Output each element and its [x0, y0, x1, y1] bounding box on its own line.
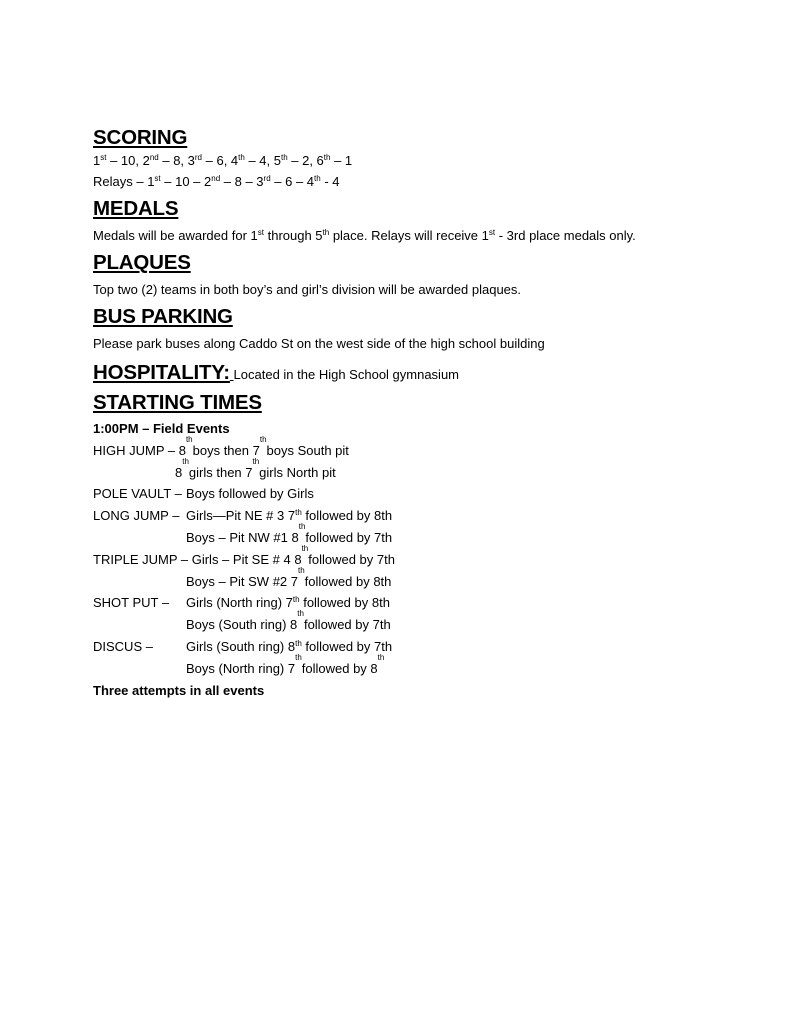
shot-put-row-1: [93, 592, 753, 614]
text-run: – 6 – 4: [270, 174, 315, 189]
text-run: – 1: [330, 153, 353, 168]
long-jump-row-1: [93, 505, 753, 527]
pole-vault-row: [93, 483, 753, 505]
text-run: Boys – Pit NW #1 8: [186, 529, 299, 545]
discus-label: DISCUS –: [93, 638, 153, 654]
ordinal-suffix: th: [323, 153, 331, 162]
long-jump-label: LONG JUMP –: [93, 508, 180, 524]
long-jump-boys: [93, 521, 753, 549]
starting-times-heading: STARTING TIMES: [93, 391, 262, 414]
text-run: Girls—Pit NE # 3 7: [186, 508, 296, 524]
discus-row-1: [93, 636, 753, 658]
ordinal-suffix: st: [100, 153, 107, 162]
shot-put-boys: [93, 609, 753, 636]
ordinal-suffix: st: [257, 228, 264, 237]
text-run: – 4, 5: [244, 153, 281, 168]
text-run: Medals will be awarded for 1: [93, 228, 258, 243]
text-run: followed by 8th: [304, 573, 392, 589]
text-run: Boys (North ring) 7: [186, 660, 296, 676]
text-run: followed by 7th: [301, 638, 393, 654]
text-run: Boys – Pit SW #2 7: [186, 573, 298, 589]
plaques-text: Top two (2) teams in both boy’s and girl’s division will be awarded plaques.: [93, 282, 522, 297]
text-run: girls then 7: [188, 464, 253, 480]
text-run: boys then 7: [192, 442, 260, 458]
ordinal-suffix: th: [298, 565, 305, 575]
ordinal-suffix: rd: [194, 153, 203, 162]
text-run: – 10 – 2: [160, 174, 212, 189]
text-run: Girls (South ring) 8: [186, 638, 296, 654]
text-run: – 8 – 3: [220, 174, 264, 189]
text-run: - 3rd place medals only.: [495, 228, 636, 243]
text-run: – 2, 6: [287, 153, 324, 168]
ordinal-suffix: th: [322, 228, 330, 237]
text-run: TRIPLE JUMP – Girls – Pit SE # 4 8: [93, 551, 302, 567]
text-run: HIGH JUMP – 8: [93, 442, 186, 458]
bus-parking-heading: BUS PARKING: [93, 305, 233, 328]
scoring-points-line: [93, 150, 753, 171]
ordinal-suffix: rd: [263, 174, 271, 183]
triple-jump-boys: [93, 565, 753, 593]
ordinal-suffix: th: [280, 153, 288, 162]
text-run: boys South pit: [266, 442, 349, 458]
ordinal-suffix: th: [292, 595, 300, 605]
shot-put-label: SHOT PUT –: [93, 595, 170, 611]
ordinal-suffix: th: [301, 543, 309, 553]
ordinal-suffix: th: [238, 153, 245, 162]
text-run: 1: [93, 153, 101, 168]
text-run: – 6, 4: [202, 153, 239, 168]
ordinal-suffix: th: [295, 508, 302, 518]
ordinal-suffix: th: [298, 521, 306, 531]
text-run: Girls (North ring) 7: [186, 595, 293, 611]
ordinal-suffix: th: [297, 609, 304, 619]
ordinal-suffix: st: [154, 174, 161, 183]
ordinal-suffix: th: [182, 456, 189, 466]
ordinal-suffix: th: [314, 174, 321, 183]
high-jump-line-2: [93, 456, 753, 484]
text-run: followed by 7th: [308, 551, 395, 567]
shot-put-girls: [186, 592, 390, 614]
text-run: followed by 7th: [305, 529, 393, 545]
ordinal-suffix: st: [488, 228, 496, 237]
text-run: followed by 8th: [299, 595, 390, 611]
text-run: place. Relays will receive 1: [329, 228, 489, 243]
text-run: followed by 8: [301, 660, 378, 676]
scoring-relays-line: [93, 171, 753, 192]
text-run: through 5: [263, 228, 323, 243]
text-run: followed by 7th: [303, 617, 391, 633]
text-run: 8: [175, 464, 183, 480]
bus-parking-text: Please park buses along Caddo St on the west side of the high school building: [93, 336, 545, 351]
text-run: girls North pit: [259, 464, 336, 480]
medals-heading: MEDALS: [93, 197, 179, 220]
text-run: Relays – 1: [93, 174, 155, 189]
text-run: – 10, 2: [106, 153, 150, 168]
scoring-heading: SCORING: [93, 126, 188, 149]
medals-text: [93, 225, 753, 246]
long-jump-girls: [186, 505, 392, 527]
text-run: followed by 8th: [301, 508, 393, 524]
high-jump-line-1: [93, 434, 753, 462]
triple-jump-girls: [93, 543, 753, 571]
attempts-note: Three attempts in all events: [93, 682, 265, 698]
field-events-subheading: 1:00PM – Field Events: [93, 421, 230, 436]
ordinal-suffix: th: [295, 652, 302, 662]
text-run: – 8, 3: [158, 153, 195, 168]
hospitality-block: [93, 361, 753, 385]
discus-boys: [93, 652, 753, 680]
ordinal-suffix: th: [252, 456, 260, 466]
hospitality-text: Located in the High School gymnasium: [233, 367, 460, 382]
ordinal-suffix: th: [185, 434, 193, 444]
ordinal-suffix: th: [295, 638, 302, 648]
ordinal-suffix: th: [259, 434, 267, 444]
text-run: Boys (South ring) 8: [186, 617, 298, 633]
ordinal-suffix: nd: [149, 153, 159, 162]
text-run: - 4: [320, 174, 340, 189]
document-page: [93, 126, 753, 701]
ordinal-suffix: th: [377, 652, 385, 662]
hospitality-heading: HOSPITALITY:: [93, 361, 230, 384]
plaques-heading: PLAQUES: [93, 251, 191, 274]
pole-vault-label: POLE VAULT –: [93, 486, 182, 502]
ordinal-suffix: nd: [211, 174, 221, 183]
discus-girls: [186, 636, 392, 658]
pole-vault-text: Boys followed by Girls: [186, 486, 314, 502]
